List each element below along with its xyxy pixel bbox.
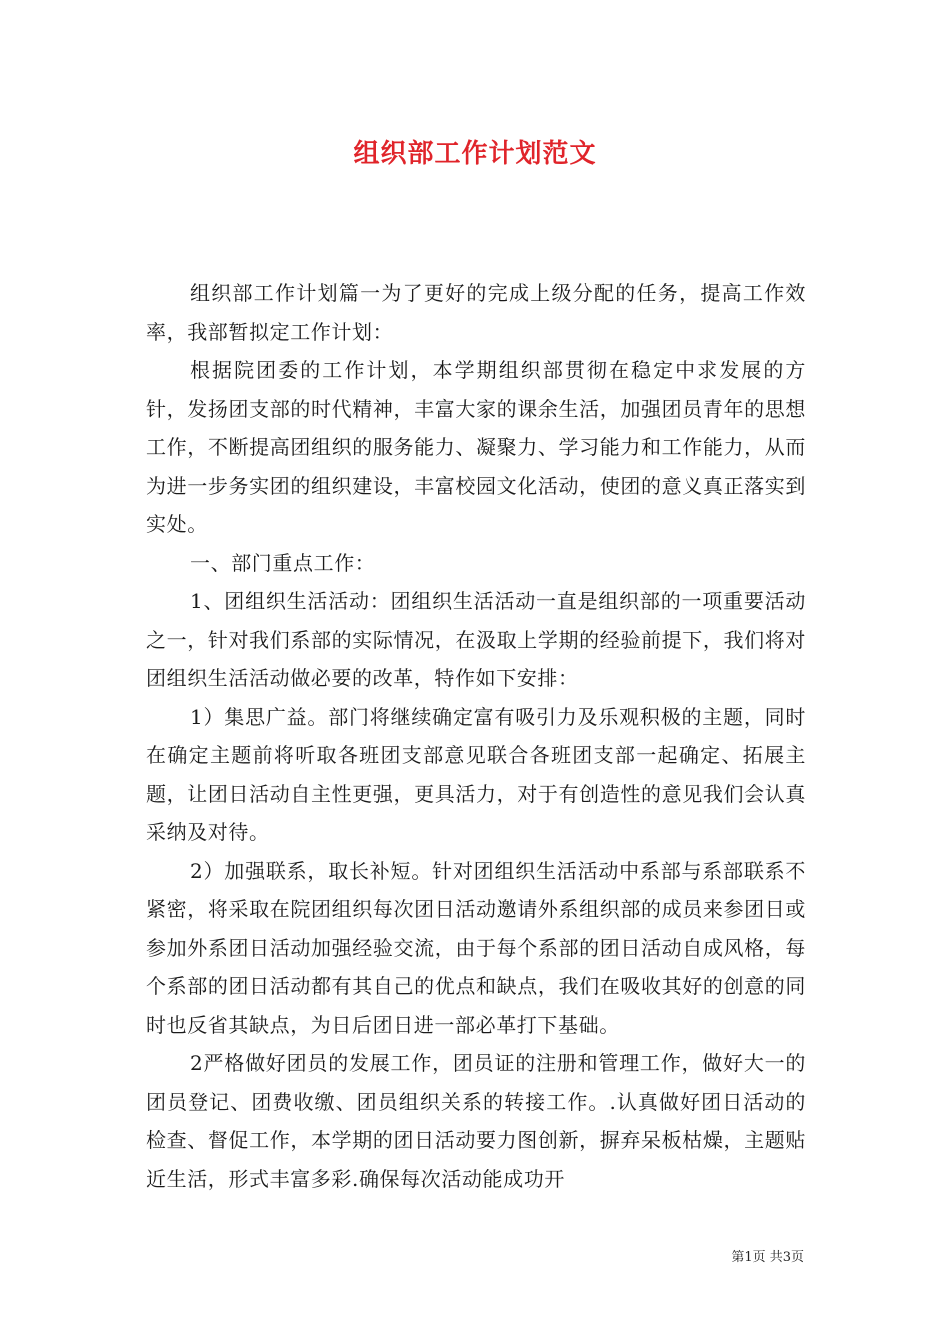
paragraph-subitem-1: 1）集思广益。部门将继续确定富有吸引力及乐观积极的主题，同时在确定主题前将听取各班团支部意见联合各班团支部一起确定、拓展主题，让团日活动自主性更强，更具活力，对于有创造性的意见我们会认真采纳及对待。 (146, 704, 806, 844)
paragraph-policy: 根据院团委的工作计划，本学期组织部贯彻在稳定中求发展的方针，发扬团支部的时代精神，丰富大家的课余生活，加强团员青年的思想工作，不断提高团组织的服务能力、凝聚力、学习能力和工作能力，从而为进一步务实团的组织建设，丰富校园文化活动，使团的意义真正落实到实处。 (146, 358, 806, 536)
paragraph-item-2: 2严格做好团员的发展工作，团员证的注册和管理工作，做好大一的团员登记、团费收缴、团员组织关系的转接工作。.认真做好团日活动的检查、督促工作，本学期的团日活动要力图创新，摒弃呆板枯燥，主题贴近生活，形式丰富多彩.确保每次活动能成功开 (146, 1051, 806, 1191)
section-heading-key-work: 一、部门重点工作： (190, 550, 376, 575)
page-number-footer: 第1页 共3页 (731, 1250, 804, 1265)
paragraph-intro: 组织部工作计划篇一为了更好的完成上级分配的任务，提高工作效率，我部暂拟定工作计划： (146, 281, 806, 344)
paragraph-subitem-2: 2）加强联系，取长补短。针对团组织生活活动中系部与系部联系不紧密，将采取在院团组织每次团日活动邀请外系组织部的成员来参团日或参加外系团日活动加强经验交流，由于每个系部的团日活动自成风格，每个系部的团日活动都有其自己的优点和缺点，我们在吸收其好的创意的同时也反省其缺点，为日后团日进一部必革打下基础。 (146, 858, 806, 1037)
paragraph-item-1: 1、团组织生活活动：团组织生活活动一直是组织部的一项重要活动之一，针对我们系部的实际情况，在汲取上学期的经验前提下，我们将对团组织生活活动做必要的改革，特作如下安排： (146, 589, 806, 690)
document-body (146, 274, 806, 1198)
document-title: 组织部工作计划范文 (353, 139, 597, 169)
